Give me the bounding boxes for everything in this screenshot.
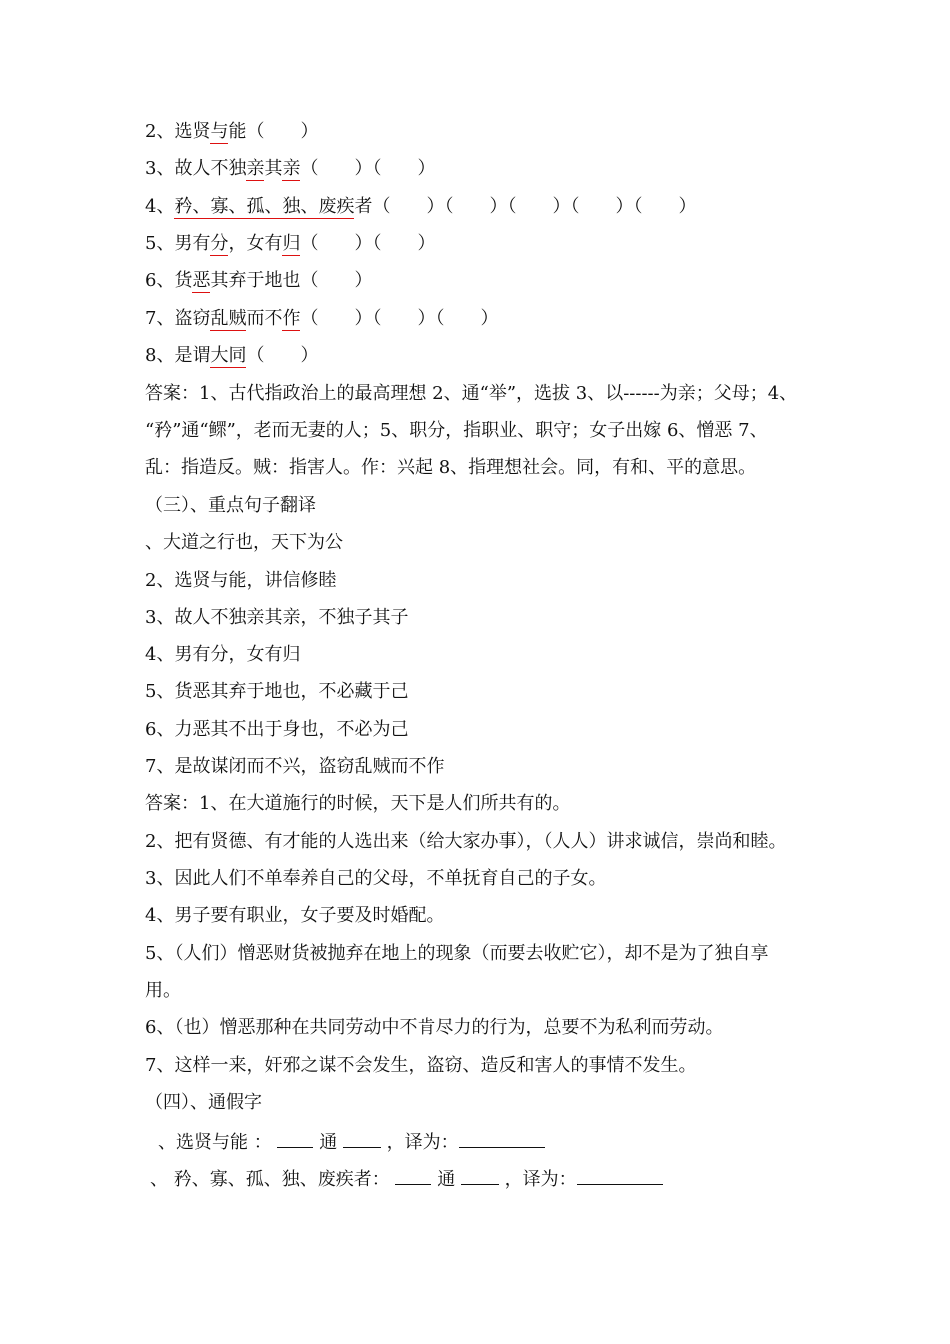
item-text: 而不 <box>246 308 283 329</box>
answer-blanks: 能（ ） <box>228 121 319 142</box>
answer-blanks: 者（ ）（ ）（ ）（ ）（ ） <box>354 196 697 217</box>
sentence-item: 4、男有分，女有归 <box>145 644 301 665</box>
answer-blanks: （ ）（ ） <box>300 158 436 179</box>
vocab-item-7 <box>145 307 498 331</box>
question-text: 通 <box>319 1132 338 1153</box>
translation-answer: 3、因此人们不单奉养自己的父母，不单抚育自己的子女。 <box>145 868 607 889</box>
translation-answer: 用。 <box>145 980 181 1001</box>
fill-blank[interactable] <box>577 1166 663 1185</box>
answer-blanks: （ ）（ ） <box>300 233 436 254</box>
answer-blanks: （ ） <box>246 345 319 366</box>
translation-answer: 答案：1、在大道施行的时候，天下是人们所共有的。 <box>145 793 571 814</box>
translation-answer: 5、（人们）憎恶财货被抛弃在地上的现象（而要去收贮它），却不是为了独自享 <box>145 943 769 964</box>
vocab-item-3 <box>145 157 435 181</box>
underlined-word: 大同 <box>210 345 247 366</box>
answer-blanks: 其弃于地也（ ） <box>210 270 373 291</box>
translation-answer: 2、把有贤德、有才能的人选出来（给大家办事），（人人）讲求诚信，崇尚和睦。 <box>145 831 787 852</box>
answer-line: 乱：指造反。贼：指害人。作：兴起 8、指理想社会。同，有和、平的意思。 <box>145 457 757 478</box>
question-text: 、选贤与能 ： <box>158 1132 272 1153</box>
translation-answer: 7、这样一来，奸邪之谋不会发生，盗窃、造反和害人的事情不发生。 <box>145 1055 697 1076</box>
underlined-word: 矜、寡、孤、独、废疾 <box>174 196 355 217</box>
underlined-word: 与 <box>210 121 229 142</box>
fill-blank[interactable] <box>395 1166 431 1185</box>
tongjia-question-1 <box>158 1129 545 1155</box>
underlined-word: 分 <box>210 233 229 254</box>
underlined-word: 恶 <box>192 270 211 291</box>
question-text: 、 矜、寡、孤、独、废疾者： <box>150 1169 390 1190</box>
underlined-word: 作 <box>282 308 301 329</box>
item-text: 4、 <box>145 196 175 217</box>
translation-answer: 6、（也）憎恶那种在共同劳动中不肯尽力的行为，总要不为私利而劳动。 <box>145 1017 724 1038</box>
vocab-item-8 <box>145 344 318 368</box>
question-text: 通 <box>437 1169 456 1190</box>
sentence-item: 3、故人不独亲其亲，不独子其子 <box>145 607 409 628</box>
sentence-item: 5、货恶其弃于地也，不必藏于己 <box>145 681 409 702</box>
underlined-word: 亲 <box>282 158 301 179</box>
answer-blanks: （ ）（ ）（ ） <box>300 308 499 329</box>
fill-blank[interactable] <box>461 1166 499 1185</box>
item-text: 6、货 <box>145 270 193 291</box>
tongjia-question-2 <box>150 1166 663 1192</box>
vocab-item-5 <box>145 232 435 256</box>
underlined-word: 乱贼 <box>210 308 247 329</box>
sentence-item: 2、选贤与能，讲信修睦 <box>145 570 337 591</box>
item-text: 3、故人不独 <box>145 158 247 179</box>
section-heading: （三）、重点句子翻译 <box>145 495 316 516</box>
question-text: ，译为： <box>386 1132 459 1153</box>
answer-line: “矜”通“鳏”，老而无妻的人；5、职分，指职业、职守；女子出嫁 6、憎恶 7、 <box>145 420 768 441</box>
sentence-item: 、大道之行也，天下为公 <box>145 532 343 553</box>
fill-blank[interactable] <box>343 1129 381 1148</box>
question-text: ，译为： <box>504 1169 577 1190</box>
vocab-item-2 <box>145 120 318 144</box>
fill-blank[interactable] <box>277 1129 313 1148</box>
sentence-item: 7、是故谋闭而不兴，盗窃乱贼而不作 <box>145 756 445 777</box>
item-text: ，女有 <box>228 233 283 254</box>
item-text: 2、选贤 <box>145 121 211 142</box>
vocab-item-4 <box>145 195 696 219</box>
sentence-item: 6、力恶其不出于身也，不必为己 <box>145 719 409 740</box>
item-text: 5、男有 <box>145 233 211 254</box>
fill-blank[interactable] <box>459 1129 545 1148</box>
item-text: 8、是谓 <box>145 345 211 366</box>
underlined-word: 亲 <box>246 158 265 179</box>
item-text: 其 <box>264 158 283 179</box>
underlined-word: 归 <box>282 233 301 254</box>
item-text: 7、盗窃 <box>145 308 211 329</box>
section-heading: （四）、通假字 <box>145 1092 262 1113</box>
vocab-item-6 <box>145 269 372 293</box>
translation-answer: 4、男子要有职业，女子要及时婚配。 <box>145 905 445 926</box>
answer-line: 答案：1、古代指政治上的最高理想 2、通“举”，选拔 3、以------为亲；父母；4、 <box>145 383 798 404</box>
